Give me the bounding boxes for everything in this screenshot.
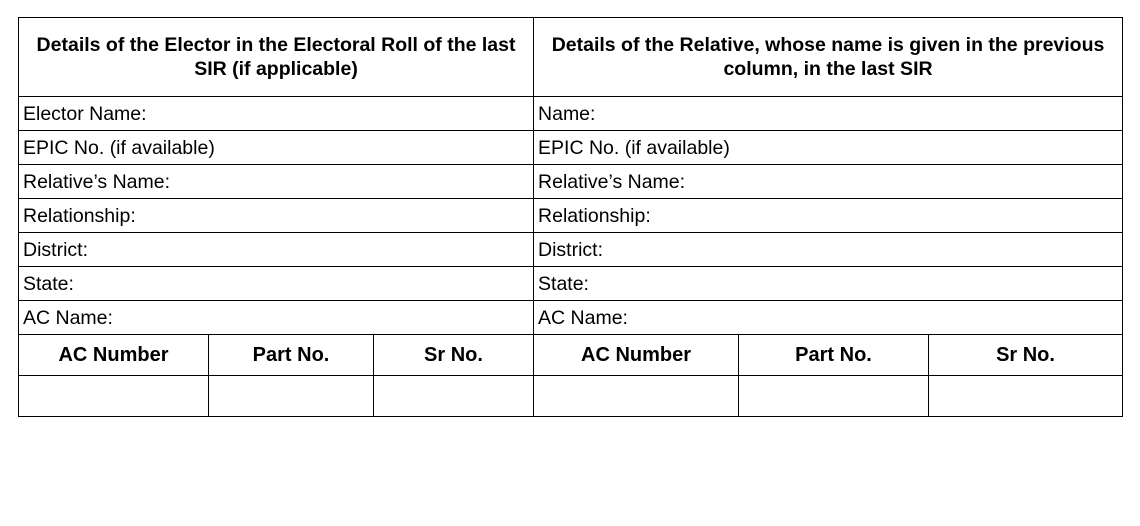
elector-sr-no-cell[interactable]	[374, 376, 534, 417]
field-row	[19, 97, 1123, 131]
relative-name-field[interactable]: Name:	[534, 97, 1123, 131]
relative-sr-no-header: Sr No.	[929, 335, 1123, 376]
relative-state-field[interactable]: State:	[534, 267, 1123, 301]
elector-state-field[interactable]: State:	[19, 267, 534, 301]
relative-district-field[interactable]: District:	[534, 233, 1123, 267]
field-row	[19, 267, 1123, 301]
field-row	[19, 301, 1123, 335]
elector-part-no-cell[interactable]	[209, 376, 374, 417]
elector-section-heading: Details of the Elector in the Electoral Roll of the last SIR (if applicable)	[19, 18, 534, 97]
relative-epic-field[interactable]: EPIC No. (if available)	[534, 131, 1123, 165]
relative-ac-number-header: AC Number	[534, 335, 739, 376]
elector-ac-name-field[interactable]: AC Name:	[19, 301, 534, 335]
elector-relationship-field[interactable]: Relationship:	[19, 199, 534, 233]
elector-district-field[interactable]: District:	[19, 233, 534, 267]
elector-name-field[interactable]: Elector Name:	[19, 97, 534, 131]
relative-relative-name-field[interactable]: Relative’s Name:	[534, 165, 1123, 199]
field-row	[19, 131, 1123, 165]
elector-ac-number-cell[interactable]	[19, 376, 209, 417]
elector-sr-no-header: Sr No.	[374, 335, 534, 376]
relative-ac-name-field[interactable]: AC Name:	[534, 301, 1123, 335]
relative-ac-number-cell[interactable]	[534, 376, 739, 417]
sir-details-table	[18, 17, 1123, 417]
elector-ac-number-header: AC Number	[19, 335, 209, 376]
sub-header-row	[19, 335, 1123, 376]
relative-relationship-field[interactable]: Relationship:	[534, 199, 1123, 233]
field-row	[19, 165, 1123, 199]
elector-part-no-header: Part No.	[209, 335, 374, 376]
elector-relative-name-field[interactable]: Relative’s Name:	[19, 165, 534, 199]
field-row	[19, 199, 1123, 233]
relative-part-no-header: Part No.	[739, 335, 929, 376]
blank-entry-row	[19, 376, 1123, 417]
elector-epic-field[interactable]: EPIC No. (if available)	[19, 131, 534, 165]
relative-sr-no-cell[interactable]	[929, 376, 1123, 417]
relative-section-heading: Details of the Relative, whose name is given in the previous column, in the last SIR	[534, 18, 1123, 97]
section-heading-row	[19, 18, 1123, 97]
relative-part-no-cell[interactable]	[739, 376, 929, 417]
field-row	[19, 233, 1123, 267]
